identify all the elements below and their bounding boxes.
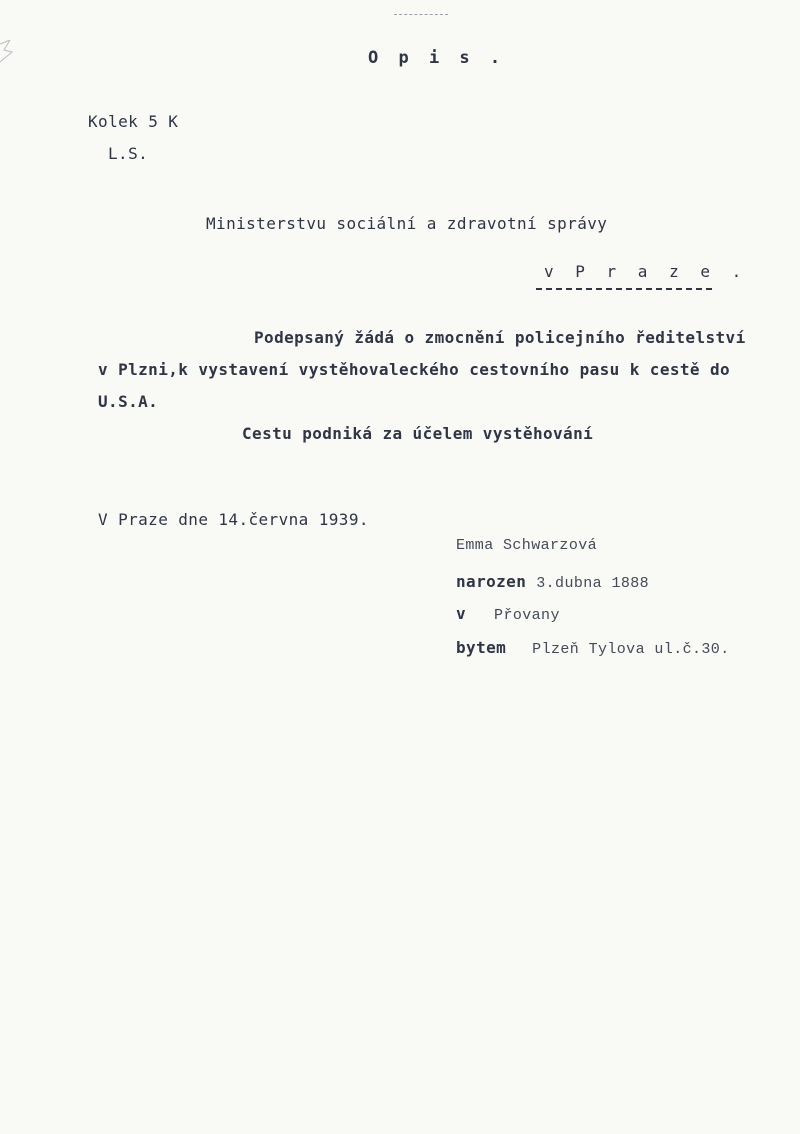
document-title: O p i s . — [368, 48, 506, 68]
date-line: V Praze dne 14.června 1939. — [98, 510, 369, 529]
body-line-3: U.S.A. — [98, 392, 159, 411]
residence-label: bytem — [456, 638, 507, 657]
signature-name: Emma Schwarzová — [456, 537, 598, 554]
residence-value: Plzeň Tylova ul.č.30. — [532, 641, 730, 658]
stamp-line-ls: L.S. — [108, 144, 149, 163]
addressee-city: v P r a z e . — [544, 262, 748, 281]
born-value: 3.dubna 1888 — [536, 575, 650, 592]
residence-row — [456, 638, 730, 660]
place-value: Přovany — [494, 607, 560, 624]
stamp-line-fee: Kolek 5 K — [88, 112, 179, 131]
corner-mark — [0, 40, 14, 64]
city-underline — [536, 288, 712, 290]
born-row — [456, 572, 649, 594]
addressee: Ministerstvu sociální a zdravotní správy — [206, 214, 608, 233]
body-line-1: Podepsaný žádá o zmocnění policejního ředitelství — [254, 328, 746, 347]
top-dashes — [394, 14, 448, 15]
place-row — [456, 604, 560, 626]
body-line-2: v Plzni,k vystavení vystěhovaleckého cestovního pasu k cestě do — [98, 360, 731, 379]
place-label: v — [456, 604, 467, 623]
body-line-4: Cestu podniká za účelem vystěhování — [242, 424, 594, 443]
born-label: narozen — [456, 572, 527, 591]
